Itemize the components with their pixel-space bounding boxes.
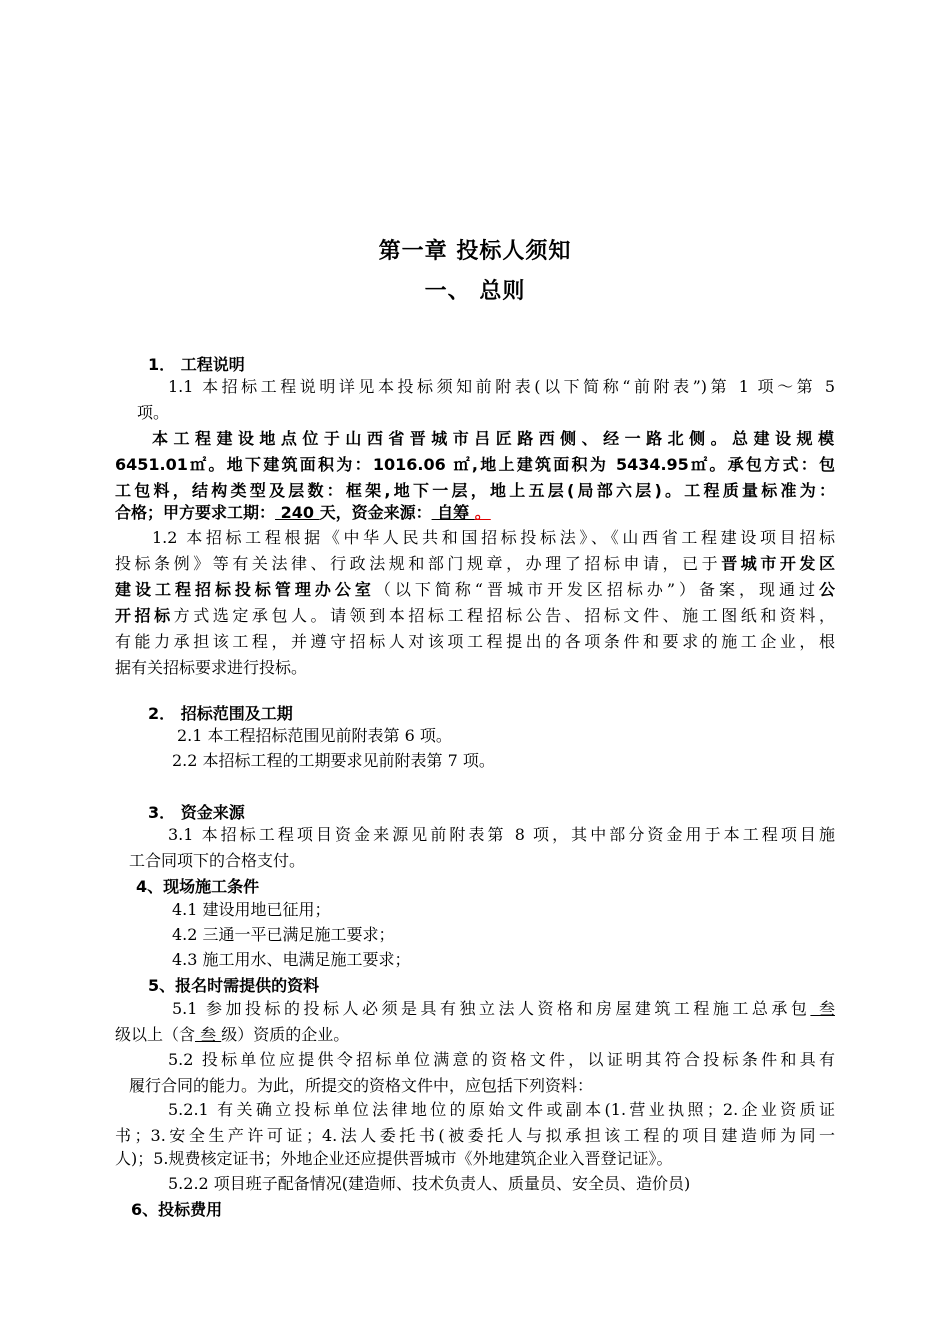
heading-registration-materials: 5、报名时需提供的资料 (148, 976, 320, 995)
open-bidding-bold-2: 开招标 (115, 606, 174, 625)
chapter-title: 第一章 投标人须知 (378, 239, 572, 264)
para-2-2: 2.2 本招标工程的工期要求见前附表第 7 项。 (172, 751, 495, 770)
para-1-2-line-1: 1.2 本招标工程根据《中华人民共和国招标投标法》、《山西省工程建设项目招标 (152, 528, 835, 547)
bold-para-line-3: 工包料，结构类型及层数：框架,地下一层，地上五层(局部六层)。工程质量标准为： (115, 481, 835, 500)
para-5-2-line-1: 5.2 投标单位应提供令招标单位满意的资格文件，以证明其符合投标条件和具有 (168, 1050, 835, 1069)
para-1-1-line-1: 1.1 本招标工程说明详见本投标须知前附表(以下简称“前附表”)第 1 项～第 5 (168, 377, 835, 396)
heading-project-description: 1． 工程说明 (148, 355, 245, 374)
para-2-1: 2.1 本工程招标范围见前附表第 6 项。 (177, 726, 452, 745)
bold-para-line-4 (115, 500, 491, 526)
office-name-bold-2: 建设工程招标投标管理办公室 (115, 580, 375, 599)
para-1-1-line-2: 项。 (137, 403, 170, 422)
para-5-1-line-2 (115, 1022, 349, 1047)
para-1-2-line-3-text: （以下简称“晋城市开发区招标办”）备案，现通过 (374, 580, 819, 599)
para-5-1-line-2-pre: 级以上（含 (115, 1025, 196, 1044)
heading-fund-source: 3． 资金来源 (148, 803, 245, 822)
para-1-2-line-4 (115, 603, 835, 629)
fund-label: 天，资金来源： (319, 503, 432, 522)
period-red: 。 (474, 503, 491, 522)
para-4-1: 4.1 建设用地已征用； (172, 900, 331, 919)
para-3-1-line-1: 3.1 本招标工程项目资金来源见前附表第 8 项，其中部分资金用于本工程项目施 (168, 825, 835, 844)
qualification-grade-1: 叁 (810, 999, 835, 1018)
para-5-2-1-line-1: 5.2.1 有关确立投标单位法律地位的原始文件或副本(1.营业执照；2.企业资质证 (168, 1100, 835, 1119)
heading-bidding-costs: 6、投标费用 (131, 1200, 223, 1219)
para-5-2-1-line-3: 人)；5.规费核定证书；外地企业还应提供晋城市《外地建筑企业入晋登记证》。 (115, 1149, 673, 1168)
para-5-1-line-1 (172, 996, 835, 1022)
schedule-label: 合格；甲方要求工期： (115, 503, 276, 522)
schedule-days-value: 240 (275, 503, 320, 522)
para-5-1-line-2-end: 级）资质的企业。 (221, 1025, 350, 1044)
qualification-grade-2: 叁 (195, 1025, 222, 1044)
para-5-2-2: 5.2.2 项目班子配备情况(建造师、技术负责人、质量员、安全员、造价员) (168, 1174, 691, 1193)
bold-para-line-2: 6451.01㎡。地下建筑面积为：1016.06 ㎡,地上建筑面积为 5434.95㎡。承包方式：包 (115, 455, 835, 474)
heading-scope-and-schedule: 2． 招标范围及工期 (148, 704, 293, 723)
para-3-1-line-2: 工合同项下的合格支付。 (129, 851, 306, 870)
para-1-2-line-6: 据有关招标要求进行投标。 (115, 658, 308, 677)
bold-para-line-1: 本工程建设地点位于山西省晋城市吕匠路西侧、经一路北侧。总建设规模 (152, 429, 835, 448)
office-name-bold: 晋城市开发区 (721, 554, 835, 573)
para-1-2-line-4-text: 方式选定承包人。请领到本招标工程招标公告、招标文件、施工图纸和资料， (173, 606, 835, 625)
fund-source-value: 自筹 (431, 503, 475, 522)
para-1-2-line-5: 有能力承担该工程，并遵守招标人对该项工程提出的各项条件和要求的施工企业，根 (115, 632, 835, 651)
para-4-2: 4.2 三通一平已满足施工要求； (172, 925, 395, 944)
para-5-2-1-line-2: 书；3.安全生产许可证；4.法人委托书(被委托人与拟承担该工程的项目建造师为同一 (115, 1126, 835, 1145)
para-1-2-line-3 (115, 577, 835, 603)
para-5-1-text: 5.1 参加投标的投标人必须是具有独立法人资格和房屋建筑工程施工总承包 (172, 999, 811, 1018)
para-4-3: 4.3 施工用水、电满足施工要求； (172, 950, 411, 969)
para-1-2-line-2-text: 投标条例》等有关法律、行政法规和部门规章，办理了招标申请，已于 (115, 554, 722, 573)
section-title: 一、 总则 (424, 279, 526, 304)
heading-site-conditions: 4、现场施工条件 (136, 877, 260, 896)
open-bidding-bold-1: 公 (818, 580, 835, 599)
para-1-2-line-2 (115, 551, 835, 577)
para-5-2-line-2: 履行合同的能力。为此，所提交的资格文件中，应包括下列资料： (129, 1076, 594, 1095)
